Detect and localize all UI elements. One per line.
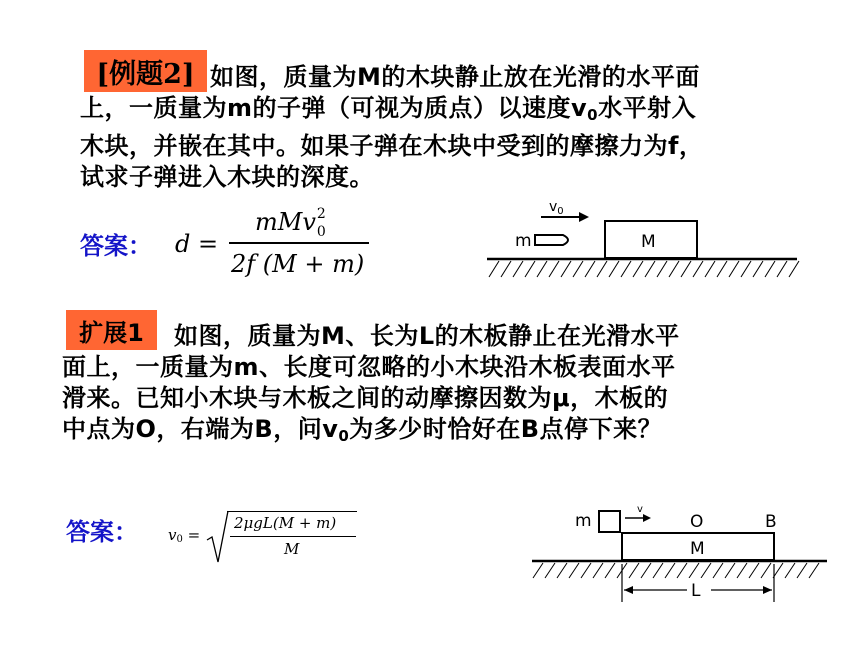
example-line-2: 上，一质量为m的子弹（可视为质点）以速度$v_0$水平射入 — [80, 94, 697, 124]
block-label: M — [641, 232, 656, 252]
extension-line-4: 中点为O，右端为B，问$v_0$为多少时恰好在B点停下来？ — [62, 415, 663, 445]
extension-answer-label: 答案： — [66, 518, 138, 546]
extension-tag: 扩展1 — [66, 310, 157, 350]
length-label: L — [691, 581, 701, 601]
example-answer-formula: d = mMv 2 0 2f (M + m) — [175, 206, 375, 286]
extension-answer-formula: $v_0$ = 2μgL(M + m) M — [168, 508, 368, 568]
extension-line-2: 面上，一质量为m、长度可忽略的小木块沿木板表面水平 — [62, 353, 676, 381]
ground-hatching — [533, 563, 819, 578]
board-label: M — [690, 539, 705, 559]
velocity-arrow — [643, 514, 651, 522]
example-problem-text — [80, 62, 800, 193]
sqrt-sign — [206, 510, 230, 566]
example-tag: [例题2] — [84, 50, 207, 92]
extension-problem-text — [62, 321, 802, 452]
point-b-label: B — [765, 512, 777, 532]
small-block — [599, 511, 620, 532]
extension-line-1: 如图，质量为M、长为L的木板静止在光滑水平 — [174, 322, 680, 350]
bullet — [535, 235, 568, 245]
example-line-1: 如图，质量为M的木块静止放在光滑的水平面 — [210, 63, 700, 91]
example-figure — [485, 195, 805, 280]
example-line-3: 木块，并嵌在其中。如果子弹在木块中受到的摩擦力为f， — [80, 132, 704, 160]
bullet-label: m — [515, 231, 532, 251]
small-block-label: m — [575, 511, 592, 531]
point-o-label: O — [690, 512, 704, 532]
velocity-arrow — [579, 212, 589, 222]
extension-figure — [527, 500, 832, 605]
ground-hatching — [489, 261, 799, 277]
extension-line-3: 滑来。已知小木块与木板之间的动摩擦因数为μ，木板的 — [62, 384, 669, 412]
velocity-label: v — [637, 504, 643, 515]
example-answer-label: 答案： — [80, 232, 152, 260]
example-line-4: 试求子弹进入木块的深度。 — [80, 163, 374, 191]
velocity-label: $v_0$ — [549, 199, 564, 217]
